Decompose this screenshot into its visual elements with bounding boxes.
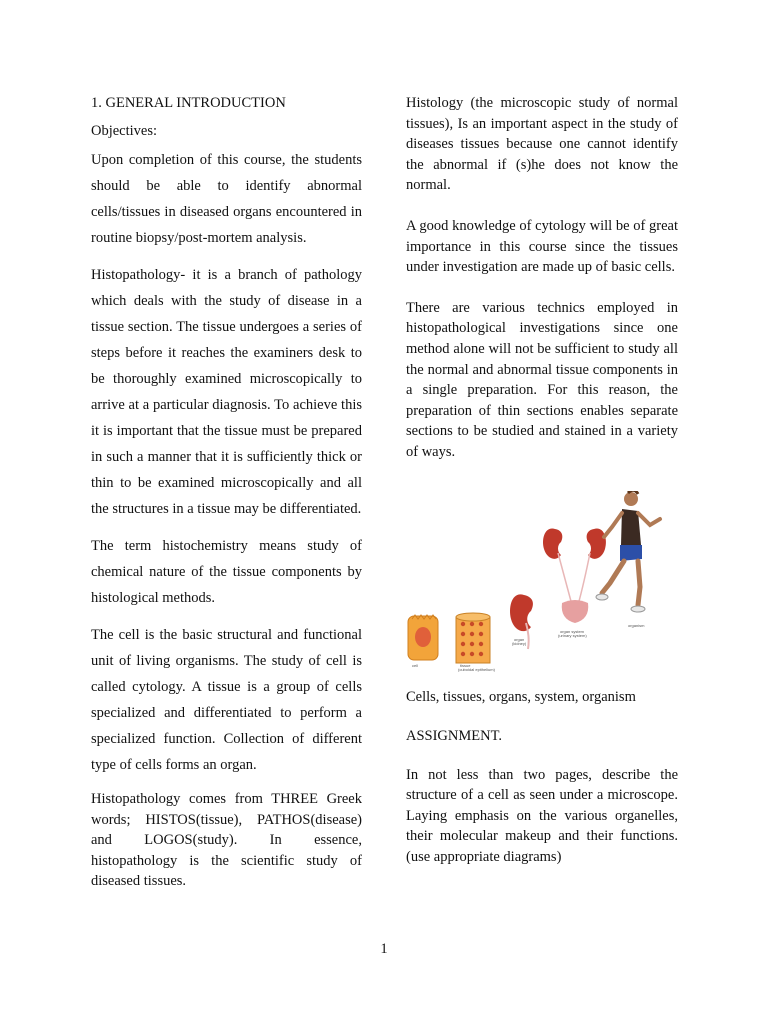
- greek-origin-paragraph: Histopathology comes from THREE Greek words; HISTOS(tissue), PATHOS(disease) and LOGOS(study). In essence, histopathology is the scientific study of diseased tissues.: [91, 791, 362, 890]
- tissue-illustration: [456, 613, 490, 663]
- histochemistry-paragraph: The term histochemistry means study of chemical nature of the tissue components by histological methods.: [91, 538, 362, 606]
- cell-illustration: [408, 615, 438, 660]
- page-number: 1: [380, 941, 388, 957]
- cell-paragraph: The cell is the basic structural and functional unit of living organisms. The study of cell is called cytology. A tissue is a group of cells specialized and differentiated to perform a specialized function. Collection of different type of cells forms an organ.: [91, 627, 362, 773]
- system-sublabel: (urinary system): [558, 632, 587, 638]
- histopathology-paragraph: Histopathology- it is a branch of pathology which deals with the study of disease in a tissue section. The tissue undergoes a series of steps before it reaches the examiners desk to be thoroughly examined microscopically to arrive at a particular diagnosis. To achieve this it is important that the tissue must be prepared in such a manner that it is sufficiently thick or thin to be examined microscopically and all the structures in a tissue may be differentiated.: [91, 267, 362, 517]
- technics-paragraph: There are various technics employed in histopathological investigations since one method alone will not be sufficient to study all the normal and abnormal tissue components in a single preparation. For this reason, the preparation of thin sections enables separate sections to be studied and stained in a variety of ways.: [406, 299, 678, 460]
- section-heading: 1. GENERAL INTRODUCTION: [91, 95, 286, 111]
- levels-of-organization-illustration: [406, 491, 678, 673]
- objectives-paragraph: Upon completion of this course, the students should be able to identify abnormal cells/tissues in diseased organs encountered in routine biopsy/post-mortem analysis.: [91, 152, 362, 246]
- assignment-paragraph: In not less than two pages, describe the structure of a cell as seen under a microscope. Laying emphasis on the various organelles, their molecular makeup and their functions. (use appropriate diagrams): [406, 766, 678, 865]
- figure-caption: Cells, tissues, organs, system, organism: [406, 688, 636, 705]
- left-column: [91, 93, 362, 892]
- objectives-label: Objectives:: [91, 123, 158, 139]
- right-column: [406, 93, 678, 867]
- levels-of-organization-figure: [406, 491, 678, 673]
- system-label: organ system: [560, 628, 585, 634]
- cytology-paragraph: A good knowledge of cytology will be of great importance in this course since the tissues under investigation are made up of basic cells.: [406, 217, 678, 276]
- tissue-label: tissue: [460, 662, 471, 668]
- organ-label: organ: [514, 636, 525, 642]
- urinary-system-illustration: [543, 528, 606, 622]
- organism-label: organism: [628, 622, 645, 628]
- cell-label: cell: [412, 662, 419, 668]
- histology-paragraph: Histology (the microscopic study of normal tissues), Is an important aspect in the study of diseases tissues because one cannot identify the abnormal if (s)he does not know the normal.: [406, 95, 678, 194]
- tissue-sublabel: (cuboidal epithelium): [458, 666, 495, 672]
- assignment-heading: ASSIGNMENT.: [406, 727, 502, 744]
- runner-illustration: [596, 491, 660, 612]
- organ-sublabel: (kidney): [512, 640, 527, 646]
